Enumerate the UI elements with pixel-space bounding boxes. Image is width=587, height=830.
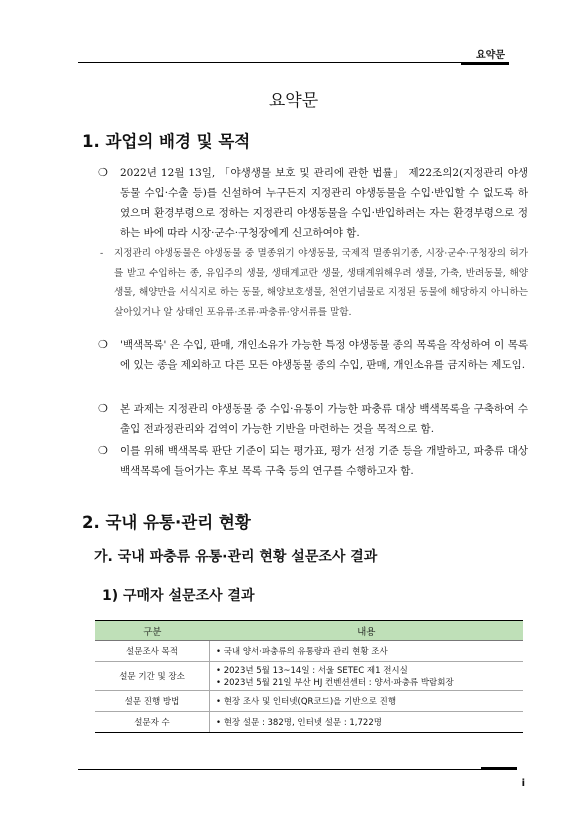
table-header-category: 구분 <box>95 621 210 641</box>
row-content <box>210 662 524 691</box>
header-rule-tab <box>461 62 509 65</box>
row-content <box>210 712 524 733</box>
table-header-content: 내용 <box>210 621 524 641</box>
row-content <box>210 641 524 662</box>
row-label: 설문자 수 <box>95 712 210 733</box>
table-row <box>95 691 523 712</box>
paragraph-3-text: 본 과제는 지정관리 야생동물 중 수입·유통이 가능한 파충류 대상 백색목록을 구축하여 수출입 전과정관리와 검역이 가능한 기반을 마련하는 것을 목적으로 함. <box>120 403 528 435</box>
bullet-circle: ❍ <box>98 444 108 457</box>
row-label: 설문 진행 방법 <box>95 691 210 712</box>
row-label: 설문 기간 및 장소 <box>95 662 210 691</box>
table-row <box>95 712 523 733</box>
row-line: • 2023년 5월 13~14일 : 서울 SETEC 제1 전시실 <box>216 666 408 676</box>
section-2-heading: 2. 국내 유통·관리 현황 <box>82 513 251 532</box>
paragraph-1-note-text: 지정관리 야생동물은 야생동물 중 멸종위기 야생동물, 국제적 멸종위기종, 시장·군수·구청장의 허가를 받고 수입하는 종, 유입주의 생물, 생태계교란 생물, 생태계위해우려 생물, 가축, 반려동물, 해양생물, 해양만을 서식지로 하는 동물, 해양보호생물, 천연기념물로 지정된 동물에 해당하지 아니하는 살아있거나 알 상태인 포유류·조류·파충류·양서류를 말함. <box>114 248 528 318</box>
table-row <box>95 662 523 691</box>
row-line: • 현장 설문 : 382명, 인터넷 설문 : 1,722명 <box>216 718 382 728</box>
paragraph-1 <box>98 163 528 243</box>
paragraph-2-text: '백색목록' 은 수입, 판매, 개인소유가 가능한 특정 야생동물 종의 목록을 작성하여 이 목록에 있는 종을 제외하고 다른 모든 야생동물 종의 수입, 판매, 개인소유를 금지하는 제도임. <box>120 339 528 371</box>
bullet-circle: ❍ <box>98 166 108 179</box>
table-row <box>95 641 523 662</box>
table-header-row <box>95 621 523 641</box>
page-title: 요약문 <box>268 91 319 111</box>
paragraph-4-text: 이를 위해 백색목록 판단 기준이 되는 평가표, 평가 선정 기준 등을 개발하고, 파충류 대상 백색목록에 들어가는 후보 목록 구축 등의 연구를 수행하고자 함. <box>120 445 528 477</box>
row-label: 설문조사 목적 <box>95 641 210 662</box>
subsubsection-heading: 1) 구매자 설문조사 결과 <box>102 588 255 604</box>
row-line: • 2023년 5월 21일 부산 HJ 컨벤션센터 : 양서·파충류 박람회장 <box>216 678 454 688</box>
paragraph-1-text: 2022년 12월 13일, 「야생생물 보호 및 관리에 관한 법률」 제22조의2(지정관리 야생동물 수입·수출 등)를 신설하여 누구든지 지정관리 야생동물을 수입·반입할 수 없도록 하였으며 환경부령으로 정하는 지정관리 야생동물을 수입·반입하려는 자는 환경부령으로 정하는 바에 따라 시장·군수·구청장에게 신고하여야 함. <box>120 167 528 239</box>
section-1-heading: 1. 과업의 배경 및 목적 <box>82 132 251 151</box>
row-content <box>210 691 524 712</box>
paragraph-4 <box>98 441 528 481</box>
header-tag: 요약문 <box>476 50 505 61</box>
paragraph-2 <box>98 335 528 375</box>
running-header <box>78 40 509 63</box>
footer-rule <box>78 769 517 770</box>
survey-table <box>95 620 523 733</box>
bullet-circle: ❍ <box>98 402 108 415</box>
row-line: • 국내 양서·파충류의 유통량과 관리 현황 조사 <box>216 647 388 657</box>
paragraph-3 <box>98 399 528 439</box>
bullet-circle: ❍ <box>98 338 108 351</box>
subsection-heading: 가. 국내 파충류 유통·관리 현황 설문조사 결과 <box>94 549 378 565</box>
row-line: • 현장 조사 및 인터넷(QR코드)을 기반으로 진행 <box>216 697 397 707</box>
bullet-dash: - <box>100 248 104 259</box>
footer-rule-tab <box>481 767 517 770</box>
page-number: i <box>521 778 525 789</box>
paragraph-1-note <box>100 244 528 322</box>
